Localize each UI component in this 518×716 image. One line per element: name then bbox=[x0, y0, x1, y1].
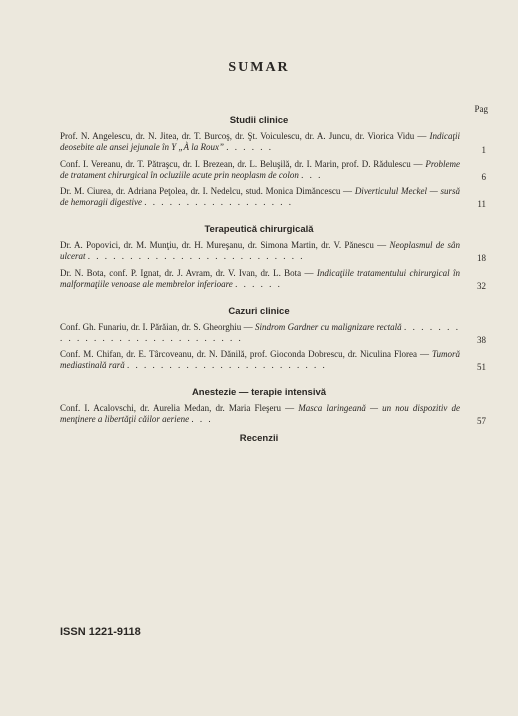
entry-leader-dots: . . . . . . . . . . . . . . . . . . bbox=[144, 197, 293, 207]
section-title-terapeutica-chirurgicala: Terapeutică chirurgicală bbox=[204, 224, 314, 235]
section-title-recenzii: Recenzii bbox=[239, 433, 279, 444]
entry-title: Indicaţii deosebite ale ansei jejunale în Y „À la Roux” bbox=[60, 131, 460, 152]
entry-authors: Conf. Gh. Funariu, dr. I. Părăian, dr. S. Gheorghiu — bbox=[60, 322, 253, 332]
entry-page-number: 11 bbox=[477, 199, 486, 209]
entry-page-number: 57 bbox=[477, 416, 486, 426]
entry-title: Tumoră mediastinală rară bbox=[60, 349, 460, 370]
entry-title: Sindrom Gardner cu malignizare rectală bbox=[255, 322, 402, 332]
entry-leader-dots: . . . bbox=[191, 414, 213, 424]
toc-entry[interactable] bbox=[60, 131, 460, 153]
section-title-cazuri-clinice: Cazuri clinice bbox=[228, 306, 290, 317]
toc-entry[interactable] bbox=[60, 240, 460, 262]
entry-authors: Dr. M. Ciurea, dr. Adriana Peţolea, dr. I. Nedelcu, stud. Monica Dimăncescu — bbox=[60, 186, 353, 196]
entry-page-number: 18 bbox=[477, 253, 486, 263]
issn-number: ISSN 1221-9118 bbox=[60, 626, 141, 638]
entry-authors: Dr. A. Popovici, dr. M. Munţiu, dr. H. Mureşanu, dr. Simona Martin, dr. V. Pănescu — bbox=[60, 240, 387, 250]
section-title-studii-clinice: Studii clinice bbox=[229, 115, 289, 126]
entry-authors: Conf. I. Acalovschi, dr. Aurelia Medan, dr. Maria Fleşeru — bbox=[60, 403, 295, 413]
toc-entry[interactable] bbox=[60, 268, 460, 290]
page-column-label: Pag bbox=[474, 104, 488, 114]
section-title-anestezie: Anestezie — terapie intensivă bbox=[191, 387, 327, 398]
entry-page-number: 6 bbox=[481, 172, 486, 182]
entry-authors: Conf. I. Vereanu, dr. T. Pătraşcu, dr. I. Brezean, dr. L. Beluşilă, dr. I. Marin, prof. D. Rădulescu — bbox=[60, 159, 423, 169]
entry-title: Diverticulul Meckel — sursă de hemoragii digestive bbox=[60, 186, 461, 207]
entry-leader-dots: . . . . . . bbox=[235, 279, 282, 289]
entry-leader-dots: . . . . . . . . . . . . . . . . . . . . . . . . bbox=[127, 360, 327, 370]
toc-entry[interactable] bbox=[60, 186, 460, 208]
toc-entry[interactable] bbox=[60, 349, 460, 371]
entry-authors: Dr. N. Bota, conf. P. Ignat, dr. J. Avram, dr. V. Ivan, dr. L. Bota — bbox=[60, 268, 314, 278]
entry-page-number: 32 bbox=[477, 281, 486, 291]
entry-authors: Conf. M. Chifan, dr. E. Târcoveanu, dr. N. Dănilă, prof. Gioconda Dobrescu, dr. Niculina Florea — bbox=[60, 349, 429, 359]
entry-leader-dots: . . . . . . . . . . . . . . . . . . . . . . . . . . bbox=[87, 251, 305, 261]
entry-title: Probleme de tratament chirurgical în ocluziile acute prin neoplasm de colon bbox=[60, 159, 461, 180]
entry-page-number: 38 bbox=[477, 335, 486, 345]
entry-leader-dots: . . . . . . bbox=[226, 142, 273, 152]
page-heading: SUMAR bbox=[228, 60, 290, 75]
entry-title: Indicaţiile tratamentului chirurgical în malformaţiile venoase ale membrelor inferioare bbox=[60, 268, 461, 289]
toc-entry[interactable] bbox=[60, 403, 460, 425]
entry-leader-dots: . . . bbox=[301, 170, 323, 180]
entry-authors: Prof. N. Angelescu, dr. N. Jitea, dr. T. Burcoş, dr. Şt. Voiculescu, dr. A. Juncu, dr. Viorica Vidu — bbox=[60, 131, 427, 141]
entry-title: Neoplasmul de sân ulcerat bbox=[60, 240, 461, 261]
entry-title: Masca laringeană — un nou dispozitiv de menţinere a libertăţii căilor aeriene bbox=[60, 403, 461, 424]
toc-entry[interactable] bbox=[60, 159, 460, 181]
entry-page-number: 51 bbox=[477, 362, 486, 372]
entry-page-number: 1 bbox=[481, 145, 486, 155]
toc-entry[interactable] bbox=[60, 322, 460, 344]
entry-leader-dots: . . . . . . . . . . . . . . . . . . . . . . . . . . . . . bbox=[60, 322, 461, 343]
